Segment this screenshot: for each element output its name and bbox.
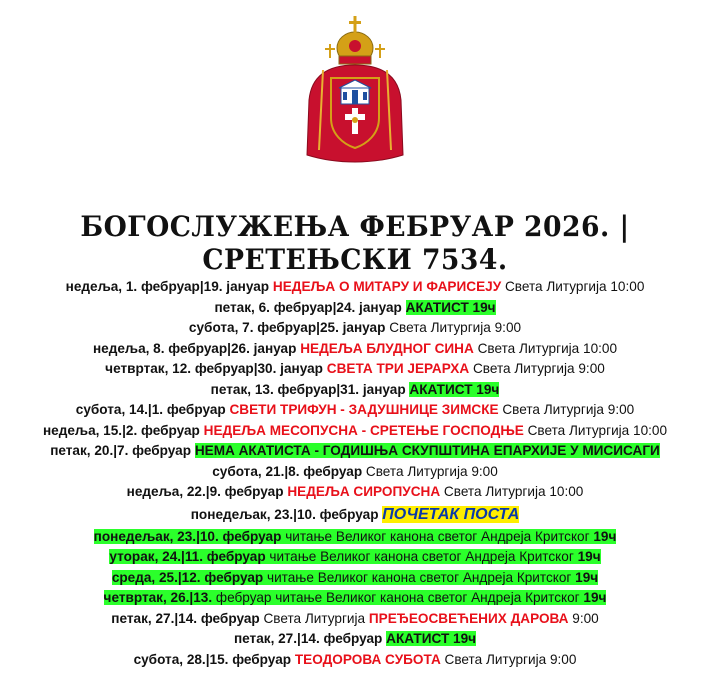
row-date: петак, 27.|14. фебруар — [111, 610, 264, 626]
row-service-2: 9:00 — [568, 610, 599, 626]
schedule-row — [0, 503, 710, 527]
row-date: петак, 20.|7. фебруар — [50, 443, 195, 458]
row-date: петак, 13. фебруар|31. јануар — [210, 381, 410, 397]
row-date: петак, 6. фебруар|24. јануар — [214, 299, 406, 315]
row-date: уторак, 24.|11. фебруар — [109, 549, 270, 564]
schedule-row — [0, 462, 710, 483]
schedule-row — [0, 527, 710, 548]
row-date: субота, 28.|15. фебруар — [133, 651, 295, 667]
schedule-row — [0, 298, 710, 319]
row-event: СВЕТА ТРИ ЈЕРАРХА — [326, 361, 470, 376]
schedule-row — [0, 359, 710, 380]
row-service: Света Литургија — [263, 610, 369, 626]
row-service: Света Литургија 9:00 — [365, 463, 498, 479]
row-service: Света Литургија 9:00 — [440, 651, 577, 667]
row-service: Света Литургија 9:00 — [498, 402, 635, 417]
row-event: АКАТИСТ 19ч — [405, 299, 496, 315]
row-time: 19ч — [583, 590, 607, 605]
schedule-row — [0, 547, 710, 568]
row-service: читање Великог канона светог Андреја Критског — [269, 549, 578, 564]
row-event: СВЕТИ ТРИФУН - ЗАДУШНИЦЕ ЗИМСКЕ — [229, 402, 499, 417]
schedule-row — [0, 568, 710, 589]
row-service: читање Великог канона светог Андреја Критског — [285, 528, 594, 544]
row-date: недеља, 1. фебруар|19. јануар — [65, 279, 273, 294]
row-time: 19ч — [593, 528, 617, 544]
row-service: Света Литургија 9:00 — [389, 320, 522, 335]
row-service: Света Литургија 9:00 — [469, 361, 605, 376]
schedule-row — [0, 421, 710, 442]
schedule-row — [0, 339, 710, 360]
coat-of-arms — [303, 10, 407, 170]
row-service: Света Литургија 10:00 — [523, 422, 668, 438]
row-event: НЕДЕЉА БЛУДНОГ СИНА — [300, 340, 474, 356]
schedule-row — [0, 441, 710, 462]
row-date: субота, 7. фебруар|25. јануар — [188, 320, 390, 335]
row-service: Света Литургија 10:00 — [473, 340, 618, 356]
row-event: НЕДЕЉА СИРОПУСНА — [287, 484, 441, 499]
row-date: петак, 27.|14. фебруар — [233, 631, 387, 646]
row-service: Света Литургија 10:00 — [440, 484, 584, 499]
row-event: НЕДЕЉА МЕСОПУСНА - СРЕТЕЊЕ ГОСПОДЊЕ — [203, 422, 524, 438]
row-date: среда, 25.|12. фебруар — [111, 569, 267, 585]
schedule-row — [0, 318, 710, 339]
row-time: 19ч — [577, 549, 601, 564]
row-event: ТЕОДОРОВА СУБОТА — [294, 651, 441, 667]
schedule-row — [0, 609, 710, 630]
row-date: субота, 14.|1. фебруар — [75, 402, 230, 417]
row-event: НЕДЕЉА О МИТАРУ И ФАРИСЕЈУ — [272, 279, 502, 294]
row-event: АКАТИСТ 19ч — [409, 381, 500, 397]
row-date: понедељак, 23.|10. фебруар — [190, 506, 383, 522]
schedule-row — [0, 400, 710, 421]
row-date: недеља, 22.|9. фебруар — [126, 484, 288, 499]
row-event: АКАТИСТ 19ч — [386, 631, 477, 646]
row-date: понедељак, 23.|10. фебруар — [93, 528, 286, 544]
schedule-row — [0, 482, 710, 503]
row-service: читање Великог канона светог Андреја Критског — [267, 569, 576, 585]
row-service: фебруар читање Великог канона светог Андреја Критског — [215, 590, 584, 605]
row-date: четвртак, 26.|13. — [103, 590, 216, 605]
row-event: ПРЕЂЕОСВЕЋЕНИХ ДАРОВА — [368, 610, 569, 626]
row-event: ПОЧЕТАК ПОСТА — [382, 505, 520, 523]
row-date: субота, 21.|8. фебруар — [212, 463, 366, 479]
schedule-row — [0, 588, 710, 609]
row-date: недеља, 8. фебруар|26. јануар — [92, 340, 301, 356]
row-event: НЕМА АКАТИСТА - ГОДИШЊА СКУПШТИНА ЕПАРХИЈЕ У МИСИСАГИ — [194, 443, 660, 458]
schedule-row — [0, 380, 710, 401]
schedule-row — [0, 629, 710, 650]
row-date: недеља, 15.|2. фебруар — [42, 422, 204, 438]
schedule-list — [0, 277, 710, 670]
schedule-row — [0, 277, 710, 298]
row-service: Света Литургија 10:00 — [501, 279, 645, 294]
row-date: четвртак, 12. фебруар|30. јануар — [105, 361, 327, 376]
serbian-church-coat-of-arms-icon — [303, 10, 407, 170]
row-time: 19ч — [575, 569, 599, 585]
schedule-row — [0, 650, 710, 671]
page-title: БОГОСЛУЖЕЊА ФЕБРУАР 2026. | СРЕТЕЊСКИ 7534. — [80, 210, 630, 276]
